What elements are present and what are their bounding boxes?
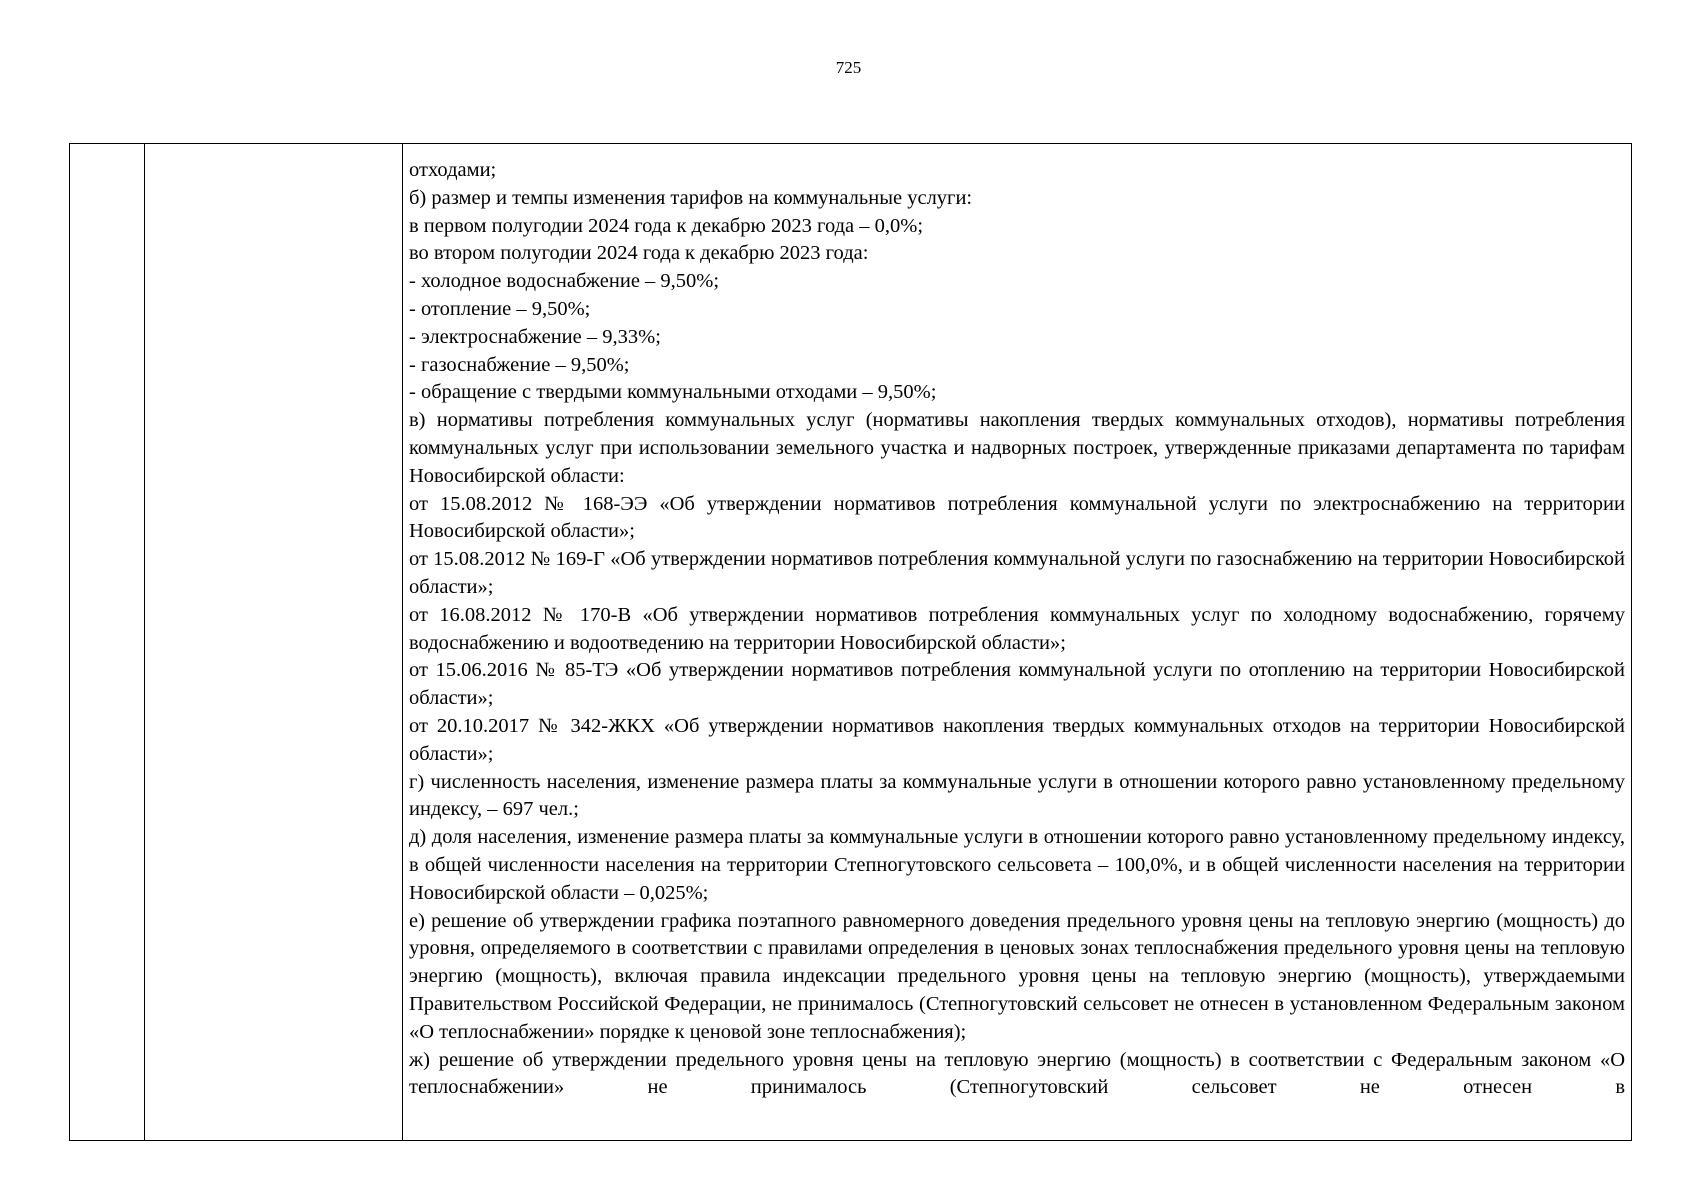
text-line: в первом полугодии 2024 года к декабрю 2023 года – 0,0%; bbox=[409, 214, 924, 237]
order-169: от 15.08.2012 № 169-Г «Об утверждении нормативов потребления коммунальной услуги по газоснабжению на территории Новосибирской области»; bbox=[409, 548, 1625, 598]
paragraph-v: в) нормативы потребления коммунальных услуг (нормативы накопления твердых коммунальных отходов), нормативы потребления коммунальных услуг при использовании земельного участка и надворных построек, утвержденные приказами департамента по тарифам Новосибирской области: bbox=[409, 409, 1625, 487]
paragraph-zh: ж) решение об утверждении предельного уровня цены на тепловую энергию (мощность) в соответствии с Федеральным законом «О теплоснабжении» не принималось (Степногутовский сельсовет не отнесен в bbox=[409, 1048, 1625, 1099]
document-table bbox=[69, 143, 1632, 1141]
list-item: - газоснабжение – 9,50%; bbox=[409, 353, 630, 376]
order-342: от 20.10.2017 № 342-ЖКХ «Об утверждении нормативов накопления твердых коммунальных отходов на территории Новосибирской области»; bbox=[409, 714, 1625, 765]
paragraph-e: е) решение об утверждении графика поэтапного равномерного доведения предельного уровня цены на тепловую энергию (мощность) до уровня, определяемого в соответствии с правилами определения в ценовых зонах теплоснабжения предельного уровня цены на тепловую энергию (мощность), включая правила индексации предельного уровня цены на тепловую энергию (мощность), утверждаемыми Правительством Российской Федерации, не принималось (Степногутовский сельсовет не отнесен в установленном Федеральным законом «О теплоснабжении» порядке к ценовой зоне теплоснабжения); bbox=[409, 909, 1625, 1043]
column-divider-2 bbox=[402, 144, 403, 1140]
paragraph-g: г) численность населения, изменение размера платы за коммунальные услуги в отношении которого равно установленному предельному индексу, – 697 чел.; bbox=[409, 770, 1625, 821]
list-item: - холодное водоснабжение – 9,50%; bbox=[409, 270, 720, 293]
order-85: от 15.06.2016 № 85-ТЭ «Об утверждении нормативов потребления коммунальной услуги по отоплению на территории Новосибирской области»; bbox=[409, 659, 1625, 710]
order-168: от 15.08.2012 № 168-ЭЭ «Об утверждении нормативов потребления коммунальной услуги по электроснабжению на территории Новосибирской области»; bbox=[409, 492, 1625, 543]
list-item: - обращение с твердыми коммунальными отходами – 9,50%; bbox=[409, 381, 937, 404]
order-170: от 16.08.2012 № 170-В «Об утверждении нормативов потребления коммунальных услуг по холодному водоснабжению, горячему водоснабжению и водоотведению на территории Новосибирской области»; bbox=[409, 603, 1625, 654]
text-line: отходами; bbox=[409, 159, 497, 181]
list-item: - отопление – 9,50%; bbox=[409, 297, 591, 320]
list-item: - электроснабжение – 9,33%; bbox=[409, 325, 661, 348]
text-line: б) размер и темпы изменения тарифов на коммунальные услуги: bbox=[409, 186, 973, 209]
paragraph-d: д) доля населения, изменение размера платы за коммунальные услуги в отношении которого равно установленному предельному индексу, в общей численности населения на территории Степногутовского сельсовета – 100,0%, и в общей численности населения на территории Новосибирской области – 0,025%; bbox=[409, 826, 1625, 904]
page-number: 725 bbox=[835, 58, 862, 77]
text-line: во втором полугодии 2024 года к декабрю 2023 года: bbox=[409, 242, 869, 265]
table-cell-content bbox=[409, 157, 1625, 1102]
column-divider-1 bbox=[144, 144, 145, 1140]
